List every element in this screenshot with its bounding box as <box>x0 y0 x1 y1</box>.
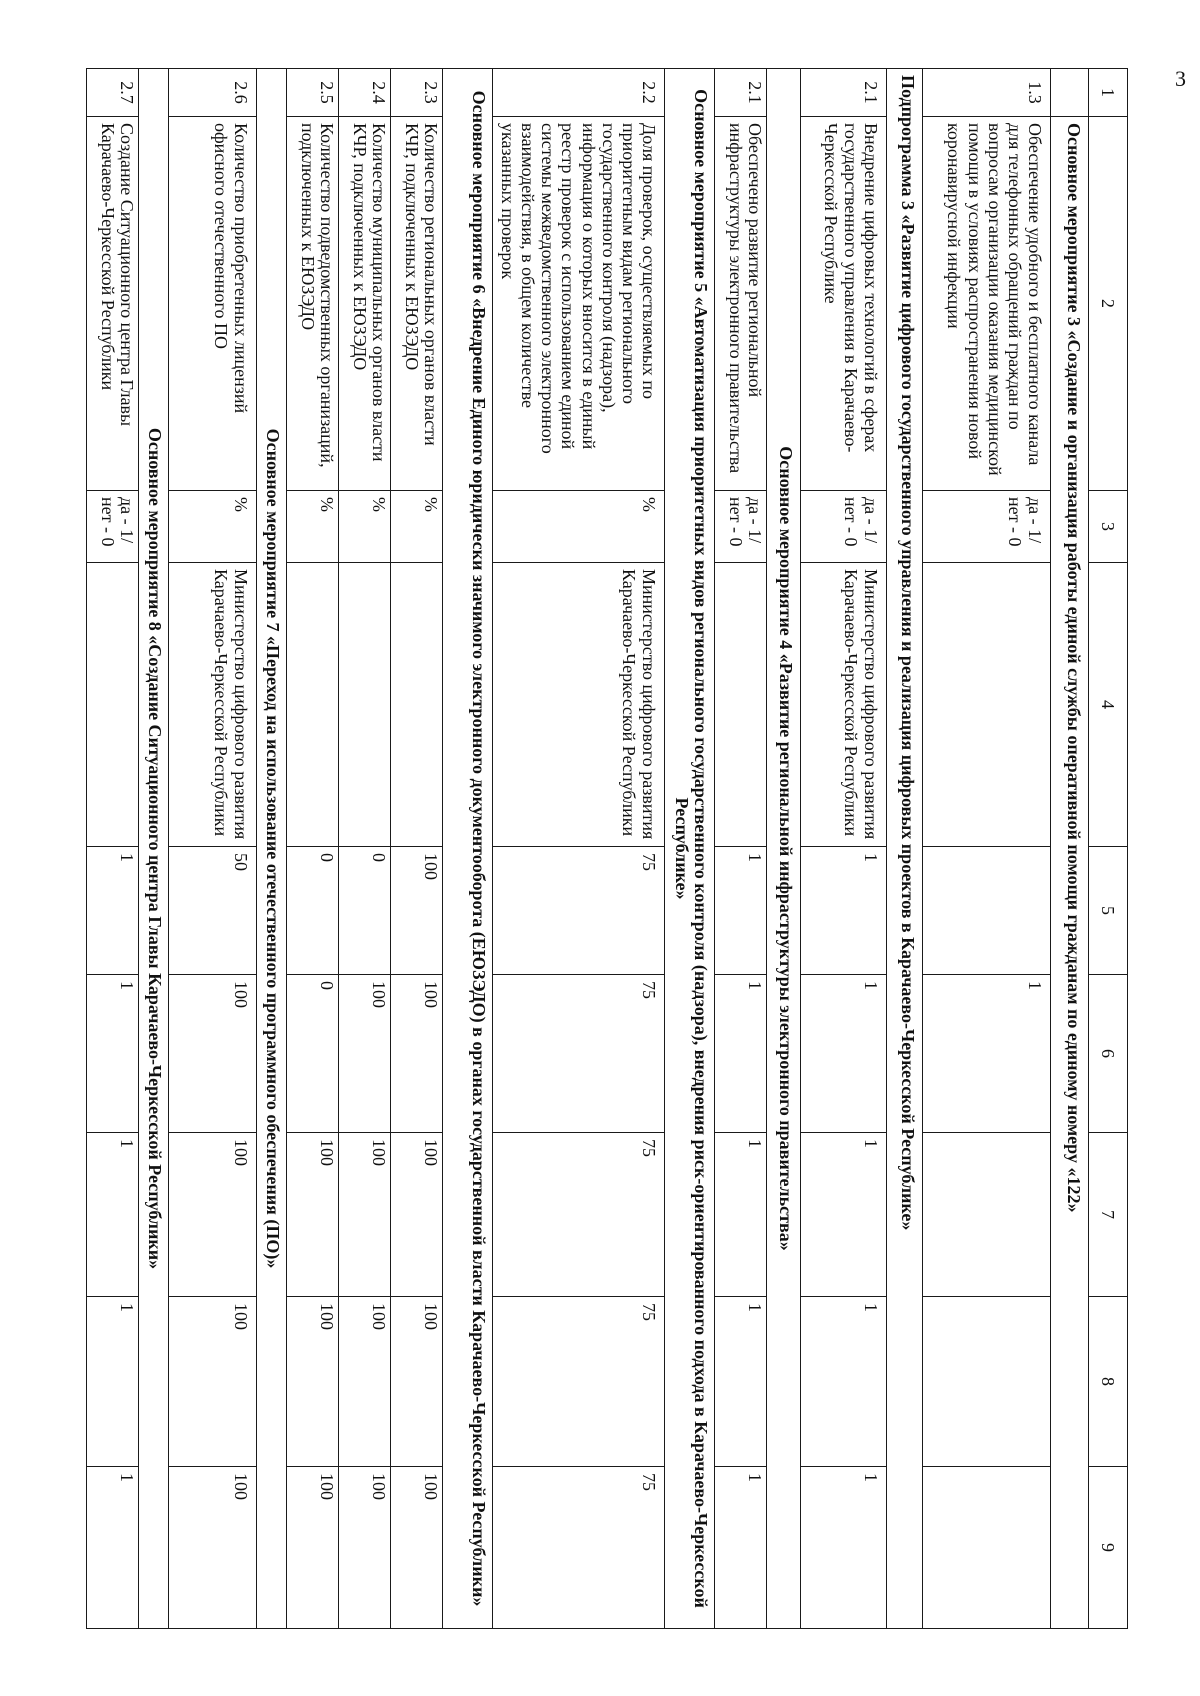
value-col7: 100 <box>338 1133 390 1297</box>
value-col8: 1 <box>86 1297 138 1467</box>
indicators-table <box>86 68 1128 1629</box>
responsible <box>715 563 767 847</box>
unit: % <box>286 491 338 563</box>
header-cell: 9 <box>1089 1467 1128 1629</box>
value-col8: 100 <box>168 1297 256 1467</box>
value-col5: 0 <box>338 847 390 975</box>
table-row <box>86 69 138 1629</box>
value-col6: 75 <box>492 975 664 1133</box>
value-col7: 100 <box>286 1133 338 1297</box>
section-title: Подпрограмма 3 «Развитие цифрового государственного управления и реализация цифровых проектов в Карачаево-Черкесской Республике» <box>887 69 923 1629</box>
value-col9: 1 <box>86 1467 138 1629</box>
value-col7: 1 <box>86 1133 138 1297</box>
value-col7: 100 <box>390 1133 442 1297</box>
table-row <box>390 69 442 1629</box>
indicator-name: Обеспечение удобного и бесплатного канала для телефонных обращений граждан по вопросам организации оказания медицинской помощи в условиях распространения новой коронавирусной инфекции <box>923 117 1051 491</box>
responsible: Министерство цифрового развития Карачаево-Черкесской Республики <box>492 563 664 847</box>
value-col6: 100 <box>390 975 442 1133</box>
table-row <box>923 69 1051 1629</box>
header-cell: 2 <box>1089 117 1128 491</box>
value-col5: 1 <box>715 847 767 975</box>
row-number: 1.3 <box>923 69 1051 117</box>
unit: да - 1/ нет - 0 <box>801 491 887 563</box>
indicator-name: Создание Ситуационного центра Главы Карачаево-Черкесской Республики <box>86 117 138 491</box>
indicator-name: Количество региональных органов власти КЧР, подключенных к ЕЮЗЭДО <box>390 117 442 491</box>
section-row <box>767 69 801 1629</box>
row-number: 2.4 <box>338 69 390 117</box>
header-cell: 8 <box>1089 1297 1128 1467</box>
header-cell: 3 <box>1089 491 1128 563</box>
row-number: 2.5 <box>286 69 338 117</box>
value-col9: 100 <box>390 1467 442 1629</box>
section-title: Основное мероприятие 3 «Создание и организация работы единой службы оперативной помощи гражданам по единому номеру «122» <box>1051 117 1089 1629</box>
indicator-name: Доля проверок, осуществляемых по приоритетным видам регионального государственного контроля (надзора), информация о которых вносится в единый реестр проверок с использованием единой системы межведомственного электронного взаимодействия, в общем количестве указанных проверок <box>492 117 664 491</box>
section-title: Основное мероприятие 5 «Автоматизация приоритетных видов регионального государственного контроля (надзора), внедрения риск-ориентированного подхода в Карачаево-Черкесской Республике» <box>665 69 715 1629</box>
section-title: Основное мероприятие 7 «Переход на использование отечественного программного обеспечения (ПО)» <box>256 69 286 1629</box>
responsible: Министерство цифрового развития Карачаево-Черкесской Республики <box>801 563 887 847</box>
value-col5: 1 <box>801 847 887 975</box>
value-col9: 1 <box>715 1467 767 1629</box>
value-col8: 1 <box>801 1297 887 1467</box>
header-cell: 4 <box>1089 563 1128 847</box>
responsible <box>390 563 442 847</box>
section-row <box>887 69 923 1629</box>
row-number: 2.7 <box>86 69 138 117</box>
row-number: 2.2 <box>492 69 664 117</box>
value-col8: 100 <box>286 1297 338 1467</box>
table-row <box>715 69 767 1629</box>
value-col5: 75 <box>492 847 664 975</box>
value-col9: 1 <box>801 1467 887 1629</box>
value-col6: 1 <box>86 975 138 1133</box>
section-title: Основное мероприятие 8 «Создание Ситуационного центра Главы Карачаево-Черкесской Республики» <box>138 69 168 1629</box>
header-cell: 5 <box>1089 847 1128 975</box>
indicator-name: Количество приобретенных лицензий офисного отечественного ПО <box>168 117 256 491</box>
value-col8: 1 <box>715 1297 767 1467</box>
indicator-name: Внедрение цифровых технологий в сферах государственного управления в Карачаево-Черкесской Республике <box>801 117 887 491</box>
table-row <box>286 69 338 1629</box>
indicator-name: Обеспечено развитие региональной инфраструктуры электронного правительства <box>715 117 767 491</box>
header-cell: 7 <box>1089 1133 1128 1297</box>
responsible <box>86 563 138 847</box>
unit: % <box>390 491 442 563</box>
table-row <box>801 69 887 1629</box>
value-col6: 100 <box>338 975 390 1133</box>
responsible <box>923 563 1051 847</box>
value-col5: 1 <box>86 847 138 975</box>
header-cell: 6 <box>1089 975 1128 1133</box>
section-row <box>665 69 715 1629</box>
table-row <box>168 69 256 1629</box>
value-col7: 75 <box>492 1133 664 1297</box>
responsible <box>338 563 390 847</box>
unit: да - 1/ нет - 0 <box>923 491 1051 563</box>
value-col5: 0 <box>286 847 338 975</box>
header-cell: 1 <box>1089 69 1128 117</box>
section-title: Основное мероприятие 4 «Развитие региональной инфраструктуры электронного правительства» <box>767 69 801 1629</box>
value-col7: 1 <box>801 1133 887 1297</box>
value-col9: 100 <box>168 1467 256 1629</box>
value-col8: 100 <box>390 1297 442 1467</box>
unit: да - 1/ нет - 0 <box>86 491 138 563</box>
value-col5: 100 <box>390 847 442 975</box>
unit: % <box>168 491 256 563</box>
row-number: 2.3 <box>390 69 442 117</box>
value-col7: 100 <box>168 1133 256 1297</box>
row-number: 2.6 <box>168 69 256 117</box>
value-col6: 0 <box>286 975 338 1133</box>
header-row <box>1089 69 1128 1629</box>
table-row <box>492 69 664 1629</box>
value-col6: 1 <box>715 975 767 1133</box>
value-col8: 75 <box>492 1297 664 1467</box>
section-row <box>1051 69 1089 1629</box>
rotated-table-wrapper <box>48 68 1128 1628</box>
value-col5: 50 <box>168 847 256 975</box>
section-row <box>442 69 492 1629</box>
row-number: 2.1 <box>801 69 887 117</box>
value-col8: 100 <box>338 1297 390 1467</box>
value-col8 <box>923 1297 1051 1467</box>
table-row <box>338 69 390 1629</box>
section-row <box>256 69 286 1629</box>
value-col7: 1 <box>715 1133 767 1297</box>
value-col6: 1 <box>923 975 1051 1133</box>
value-col9 <box>923 1467 1051 1629</box>
indicator-name: Количество подведомственных организаций, подключенных к ЕЮЗЭДО <box>286 117 338 491</box>
value-col9: 75 <box>492 1467 664 1629</box>
value-col9: 100 <box>286 1467 338 1629</box>
unit: да - 1/ нет - 0 <box>715 491 767 563</box>
value-col5 <box>923 847 1051 975</box>
page-number: 3 <box>1175 66 1186 91</box>
value-col7 <box>923 1133 1051 1297</box>
value-col6: 100 <box>168 975 256 1133</box>
value-col9: 100 <box>338 1467 390 1629</box>
section-title: Основное мероприятие 6 «Внедрение Единого юридически значимого электронного документооборота (ЕЮЗЭДО) в органах государственной власти Карачаево-Черкесской Республики» <box>442 69 492 1629</box>
unit: % <box>338 491 390 563</box>
responsible: Министерство цифрового развития Карачаево-Черкесской Республики <box>168 563 256 847</box>
section-row <box>138 69 168 1629</box>
unit: % <box>492 491 664 563</box>
row-number: 2.1 <box>715 69 767 117</box>
responsible <box>286 563 338 847</box>
indicator-name: Количество муниципальных органов власти КЧР, подключенных к ЕЮЗЭДО <box>338 117 390 491</box>
value-col6: 1 <box>801 975 887 1133</box>
